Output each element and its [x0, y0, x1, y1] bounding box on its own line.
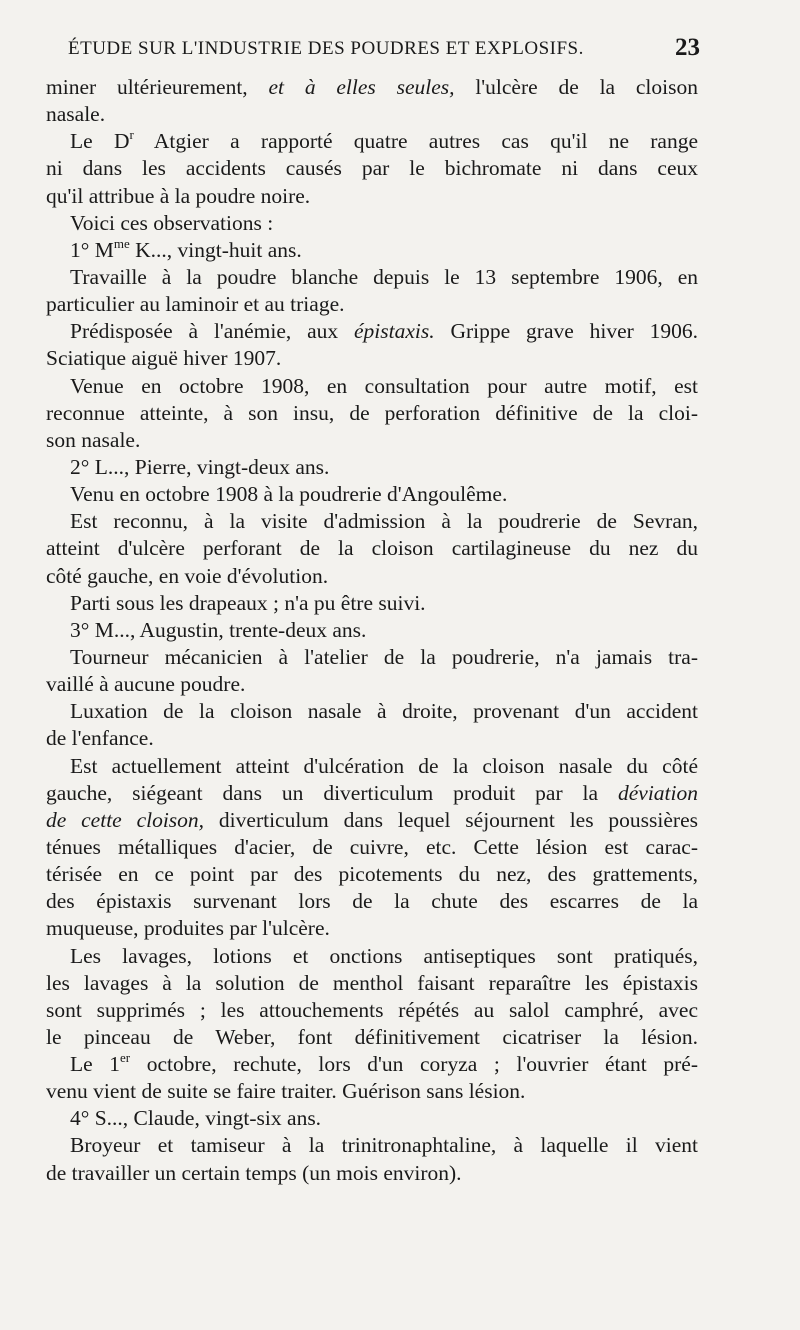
- text-line: Le 1er octobre, rechute, lors d'un coryza ; l'ouvrier étant pré-: [70, 1050, 698, 1077]
- text-line: Broyeur et tamiseur à la trinitronaphtaline, à laquelle il vient: [70, 1133, 698, 1158]
- text-line: Est reconnu, à la visite d'admission à la poudrerie de Sevran,: [70, 509, 698, 534]
- text-line: miner ultérieurement, et à elles seules, l'ulcère de la cloison: [46, 75, 698, 99]
- text-line: Est actuellement atteint d'ulcération de la cloison nasale du côté: [70, 753, 698, 778]
- text-line: atteint d'ulcère perforant de la cloison cartilagineuse du nez du: [46, 536, 698, 561]
- text-line: Sciatique aiguë hiver 1907.: [46, 346, 282, 371]
- observation-heading: 2° L..., Pierre, vingt-deux ans.: [70, 454, 330, 479]
- text-line: Travaille à la poudre blanche depuis le 13 septembre 1906, en: [70, 264, 698, 289]
- text-line: sont supprimés ; les attouchements répétés au salol camphré, avec: [46, 997, 698, 1022]
- text-line: Voici ces observations :: [70, 210, 274, 235]
- text-line: Le $D^r$ Atgier a rapporté quatre autres cas qu'il ne range: [70, 127, 698, 154]
- text-line: de travailler un certain temps (un mois environ).: [46, 1160, 462, 1185]
- text-line: reconnue atteinte, à son insu, de perforation définitive de la cloi-: [46, 400, 698, 425]
- text-line: térisée en ce point par des picotements du nez, des grattements,: [46, 862, 698, 887]
- observation-heading: 1° $M^{me}$ K..., vingt-huit ans.: [70, 235, 302, 262]
- text-line: muqueuse, produites par l'ulcère.: [46, 916, 330, 941]
- text-line: Luxation de la cloison nasale à droite, provenant d'un accident: [70, 699, 698, 724]
- text-line: Les lavages, lotions et onctions antiseptiques sont pratiqués,: [70, 943, 698, 968]
- text-line: Venue en octobre 1908, en consultation pour autre motif, est: [70, 373, 698, 398]
- text-line: qu'il attribue à la poudre noire.: [46, 183, 311, 208]
- text-line: venu vient de suite se faire traiter. Guérison sans lésion.: [46, 1079, 526, 1104]
- header-title: ÉTUDE SUR L'INDUSTRIE DES POUDRES ET EXPLOSIFS.: [68, 38, 584, 59]
- text-line: particulier au laminoir et au triage.: [46, 292, 345, 317]
- text-line: gauche, siégeant dans un diverticulum produit par la déviation: [46, 780, 699, 805]
- text-line: ni dans les accidents causés par le bichromate ni dans ceux: [46, 156, 698, 181]
- text-line: vaillé à aucune poudre.: [46, 672, 246, 697]
- text-line: Prédisposée à l'anémie, aux épistaxis. Grippe grave hiver 1906.: [70, 319, 699, 344]
- text-line: côté gauche, en voie d'évolution.: [46, 563, 329, 588]
- text-line: son nasale.: [46, 427, 141, 452]
- text-line: Tourneur mécanicien à l'atelier de la poudrerie, n'a jamais tra-: [70, 644, 698, 669]
- text-line: les lavages à la solution de menthol faisant reparaître les épistaxis: [46, 970, 698, 995]
- observation-heading: 4° S..., Claude, vingt-six ans.: [70, 1106, 322, 1131]
- page-body: [46, 74, 698, 1187]
- text-line: ténues métalliques d'acier, de cuivre, etc. Cette lésion est carac-: [46, 834, 698, 859]
- text-line: Venu en octobre 1908 à la poudrerie d'Angoulême.: [70, 482, 508, 507]
- page-number: 23: [675, 34, 700, 61]
- text-line: de cette cloison, diverticulum dans lequel séjournent les poussières: [46, 807, 698, 832]
- text-line: le pinceau de Weber, font définitivement cicatriser la lésion.: [46, 1024, 698, 1049]
- text-line: de l'enfance.: [46, 726, 154, 751]
- text-line: des épistaxis survenant lors de la chute des escarres de la: [46, 889, 698, 914]
- text-line: Parti sous les drapeaux ; n'a pu être suivi.: [70, 590, 426, 615]
- observation-heading: 3° M..., Augustin, trente-deux ans.: [70, 617, 367, 642]
- running-header: [68, 34, 700, 64]
- text-line: nasale.: [46, 102, 106, 127]
